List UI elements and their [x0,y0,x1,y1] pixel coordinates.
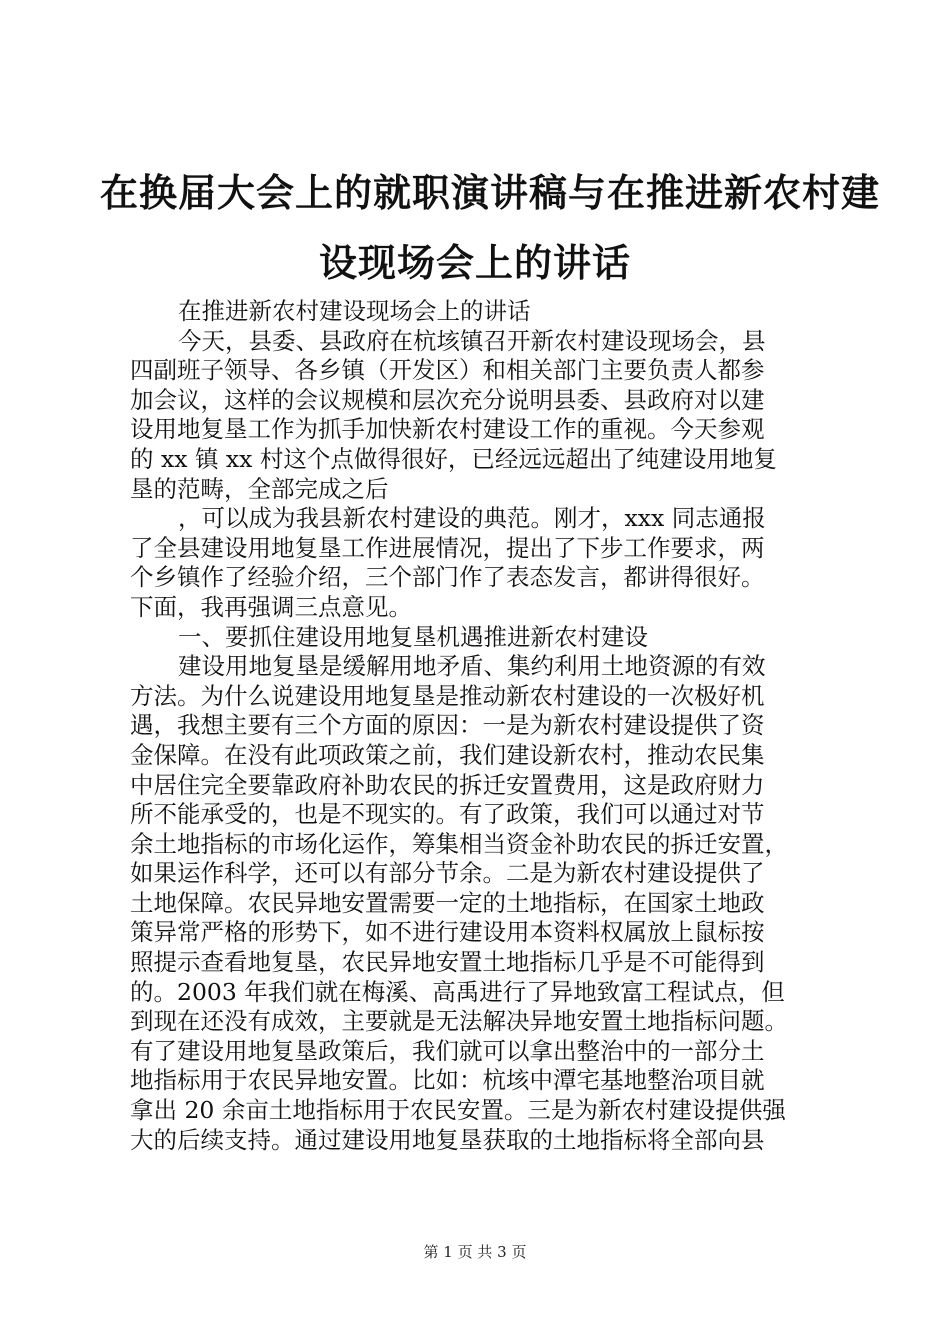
body-line: 的。2003 年我们就在梅溪、高禹进行了异地致富工程试点，但 [130,977,785,1006]
body-line: 个乡镇作了经验介绍，三个部门作了表态发言，都讲得很好。 [130,563,765,592]
body-line: 中居住完全要靠政府补助农民的拆迁安置费用，这是政府财力 [130,770,765,799]
body-line: 的 xx 镇 xx 村这个点做得很好，已经远远超出了纯建设用地复 [130,444,777,473]
body-line: 下面，我再强调三点意见。 [130,592,412,621]
body-line: 遇，我想主要有三个方面的原因：一是为新农村建设提供了资 [130,711,765,740]
body-line: 到现在还没有成效，主要就是无法解决异地安置土地指标问题。 [130,1007,788,1036]
body-line: 设用地复垦工作为抓手加快新农村建设工作的重视。今天参观 [130,415,765,444]
body-line: 如果运作科学，还可以有部分节余。二是为新农村建设提供了 [130,859,765,888]
body-line: ，可以成为我县新农村建设的典范。刚才，xxx 同志通报 [178,504,766,533]
body-line: 地指标用于农民异地安置。比如：杭垓中潭宅基地整治项目就 [130,1066,765,1095]
body-line: 了全县建设用地复垦工作进展情况，提出了下步工作要求，两 [130,533,765,562]
document-title [100,158,881,298]
body-line: 金保障。在没有此项政策之前，我们建设新农村，推动农民集 [130,740,765,769]
body-line: 土地保障。农民异地安置需要一定的土地指标，在国家土地政 [130,888,765,917]
body-line: 四副班子领导、各乡镇（开发区）和相关部门主要负责人都参 [130,356,765,385]
title-line-1: 在换届大会上的就职演讲稿与在推进新农村建 [100,170,881,215]
title-line-2: 设现场会上的讲话 [318,240,631,285]
body-line: 在推进新农村建设现场会上的讲话 [178,297,531,325]
body-line: 垦的范畴，全部完成之后 [130,474,389,503]
body-line: 建设用地复垦是缓解用地矛盾、集约利用土地资源的有效 [178,652,766,681]
body-line: 有了建设用地复垦政策后，我们就可以拿出整治中的一部分土 [130,1036,765,1065]
body-line: 策异常严格的形势下，如不进行建设用本资料权属放上鼠标按 [130,918,765,947]
body-line: 照提示查看地复垦，农民异地安置土地指标几乎是不可能得到 [130,948,765,977]
body-line: 一、要抓住建设用地复垦机遇推进新农村建设 [178,622,648,651]
body-line: 所不能承受的，也是不现实的。有了政策，我们可以通过对节 [130,800,765,829]
body-line: 加会议，这样的会议规模和层次充分说明县委、县政府对以建 [130,385,765,414]
document-body [130,297,840,1155]
body-line: 今天，县委、县政府在杭垓镇召开新农村建设现场会，县 [178,326,766,355]
page-footer: 第 1 页 共 3 页 [423,1243,527,1261]
body-line: 大的后续支持。通过建设用地复垦获取的土地指标将全部向县 [130,1125,765,1154]
body-line: 余土地指标的市场化运作，筹集相当资金补助农民的拆迁安置， [130,829,788,858]
body-line: 拿出 20 余亩土地指标用于农民安置。三是为新农村建设提供强 [130,1096,786,1125]
body-line: 方法。为什么说建设用地复垦是推动新农村建设的一次极好机 [130,681,765,710]
